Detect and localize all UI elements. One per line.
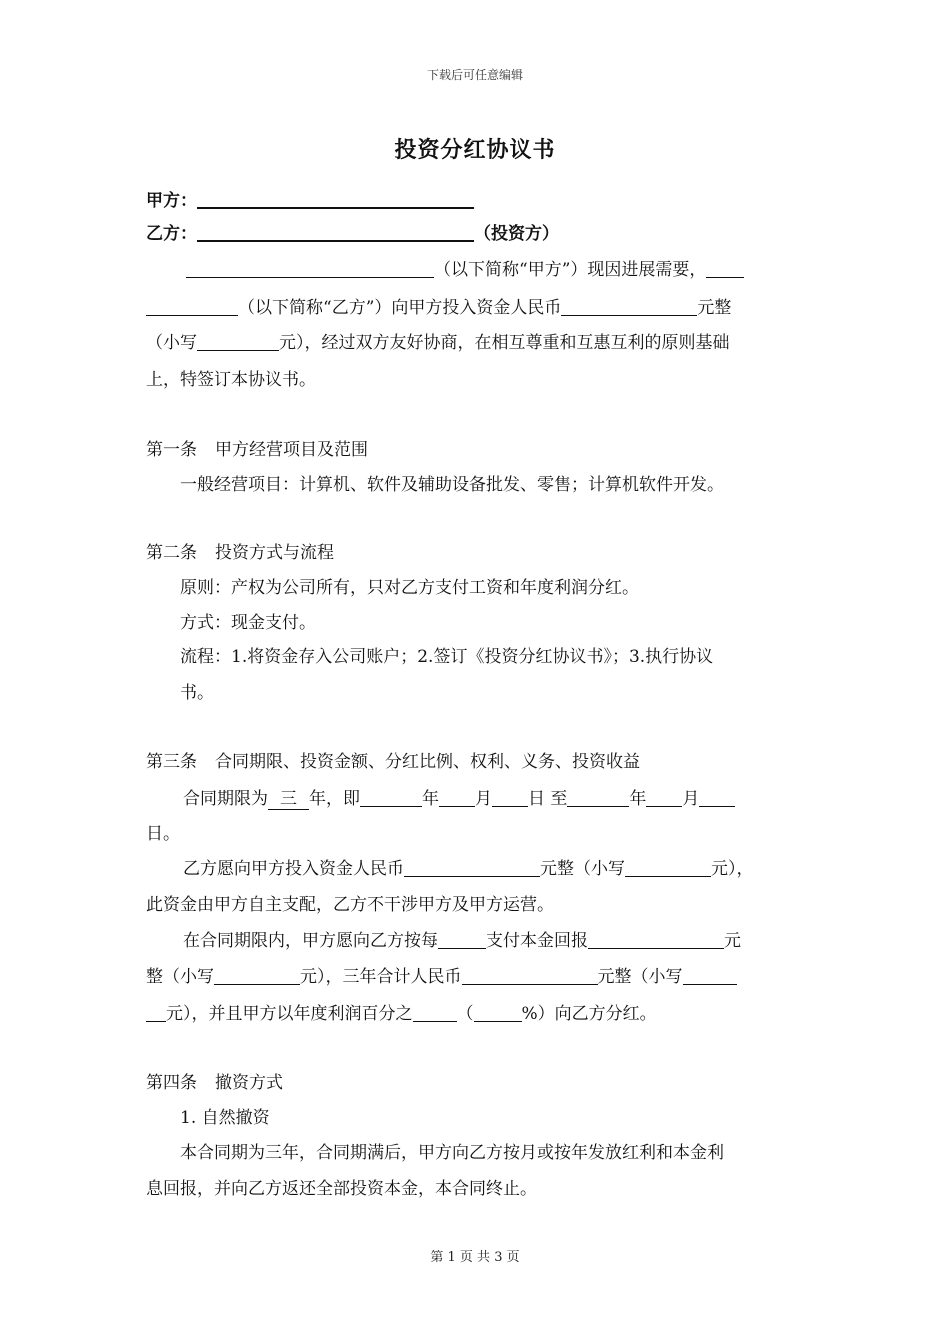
party-b-label: 乙方： <box>146 224 197 244</box>
party-b-blank <box>197 222 474 242</box>
party-b-suffix: （投资方） <box>474 224 559 244</box>
article-3-investment-line: 乙方愿向甲方投入资金人民币 元整（小写 元）， <box>183 859 754 879</box>
article-3-investment-cont: 此资金由甲方自主支配，乙方不干涉甲方及甲方运营。 <box>146 895 554 915</box>
document-title: 投资分红协议书 <box>394 137 556 163</box>
article-3-return-line-2: 整（小写 元），三年合计人民币 元整（小写 <box>146 965 806 989</box>
page-header: 下载后可任意编辑 <box>426 68 523 82</box>
amount-blank <box>561 297 697 316</box>
article-3-term-end: 日。 <box>146 824 180 844</box>
party-a-blank <box>197 189 474 209</box>
article-4-body-1: 本合同期为三年，合同期满后，甲方向乙方按月或按年发放红利和本金利 <box>180 1143 724 1163</box>
article-4-body-2: 息回报，并向乙方返还全部投资本金，本合同终止。 <box>146 1179 537 1199</box>
intro-line-1: （以下简称“甲方”）现因进展需要， <box>146 258 806 282</box>
article-4-heading: 第四条 撤资方式 <box>146 1073 283 1093</box>
article-2-principle: 原则：产权为公司所有，只对乙方支付工资和年度利润分红。 <box>180 578 639 598</box>
article-3-heading: 第三条 合同期限、投资金额、分红比例、权利、义务、投资收益 <box>146 752 640 772</box>
intro-line-3: （小写 元），经过双方友好协商，在相互尊重和互惠互利的原则基础 <box>146 333 730 353</box>
party-a-line <box>146 189 806 213</box>
party-b-line <box>146 222 806 246</box>
article-2-process-cont: 书。 <box>180 683 214 703</box>
article-2-process: 流程：1.将资金存入公司账户；2.签订《投资分红协议书》；3.执行协议 <box>180 647 714 667</box>
party-a-label: 甲方： <box>146 191 197 211</box>
intro-blank-a <box>186 259 434 278</box>
article-4-item-1: 1. 自然撤资 <box>180 1108 270 1128</box>
article-2-heading: 第二条 投资方式与流程 <box>146 543 334 563</box>
article-3-return-line: 在合同期限内，甲方愿向乙方按每 支付本金回报 元 <box>183 931 741 951</box>
intro-line-2: （以下简称“乙方”）向甲方投入资金人民币 元整 <box>146 296 806 320</box>
article-3-dividend-line: 元），并且甲方以年度利润百分之 （ %）向乙方分红。 <box>146 1002 806 1026</box>
article-1-body: 一般经营项目：计算机、软件及辅助设备批发、零售；计算机软件开发。 <box>180 475 724 495</box>
intro-line-4: 上，特签订本协议书。 <box>146 370 316 390</box>
article-1-heading: 第一条 甲方经营项目及范围 <box>146 440 368 460</box>
term-years: 三 <box>268 789 309 810</box>
article-3-term-line: 合同期限为 三 年，即 年 月 日 至 年 月 <box>183 787 843 811</box>
article-2-method: 方式：现金支付。 <box>180 613 316 633</box>
page-footer: 第 1 页 共 3 页 <box>430 1250 520 1265</box>
